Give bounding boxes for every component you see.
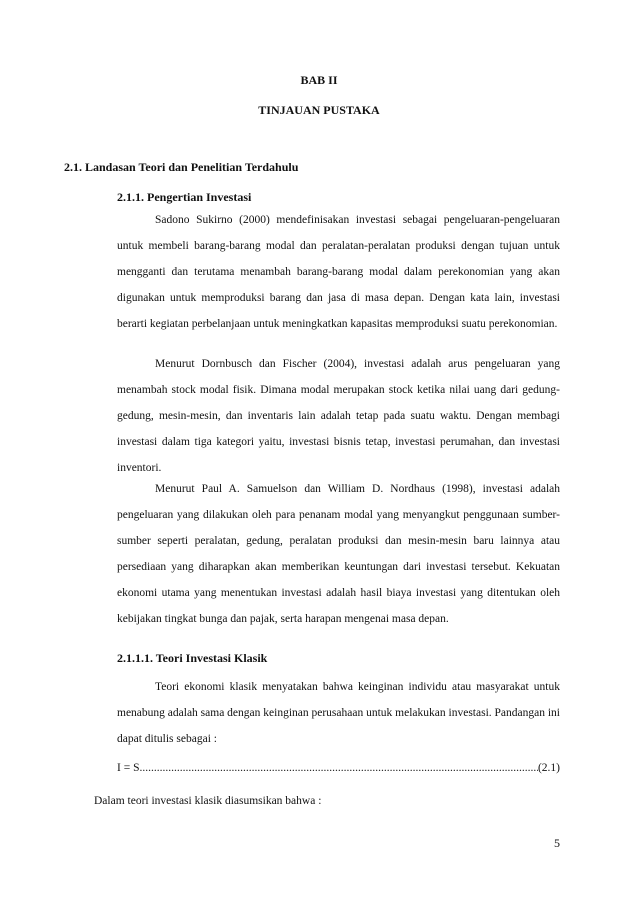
chapter-title: TINJAUAN PUSTAKA [258,103,380,117]
paragraph-sukirno: Sadono Sukirno (2000) mendefinisakan investasi sebagai pengeluaran-pengeluaran untuk membeli barang-barang modal dan peralatan-peralatan produksi dengan tujuan untuk mengganti dan terutama menambah barang-barang modal dalam perekonomian yang akan digunakan untuk memproduksi barang dan jasa di masa depan. Dengan kata lain, investasi berarti kegiatan perbelanjaan untuk meningkatkan kapasitas memproduksi suatu perekonomian. [117,214,560,330]
subsubsection-heading: 2.1.1.1. Teori Investasi Klasik [117,651,268,665]
paragraph-samuelson: Menurut Paul A. Samuelson dan William D. Nordhaus (1998), investasi adalah pengeluaran yang dilakukan oleh para penanam modal yang menyangkut penggunaan sumber-sumber seperti peralatan, gedung, peralatan produksi dan mesin-mesin baru lainnya atau persediaan yang diharapkan akan memberikan keuntungan dari investasi tersebut. Kekuatan ekonomi utama yang menentukan investasi adalah hasil biaya investasi yang ditentukan oleh kebijakan tingkat bunga dan pajak, serta harapan mengenai masa depan. [117,483,560,625]
subsection-heading: 2.1.1. Pengertian Investasi [117,190,252,204]
equation-number: (2.1) [537,762,560,774]
chapter-heading: BAB II [300,73,338,87]
page-number: 5 [554,836,560,850]
paragraph-dornbusch: Menurut Dornbusch dan Fischer (2004), investasi adalah arus pengeluaran yang menambah stock modal fisik. Dimana modal merupakan stock ketika nilai uang dari gedung-gedung, mesin-mesin, dan inventaris lain adalah tetap pada suatu waktu. Dengan membagi investasi dalam tiga kategori yaitu, investasi bisnis tetap, investasi perumahan, dan investasi inventori. [117,358,560,474]
equation-leader-dots [139,755,537,781]
section-heading: 2.1. Landasan Teori dan Penelitian Terdahulu [64,160,299,174]
equation-formula: I = S [117,762,140,774]
paragraph-klasik: Teori ekonomi klasik menyatakan bahwa keinginan individu atau masyarakat untuk menabung adalah sama dengan keinginan perusahaan untuk melakukan investasi. Pandangan ini dapat ditulis sebagai : [117,681,560,745]
closing-line: Dalam teori investasi klasik diasumsikan bahwa : [94,795,322,807]
equation-line [117,755,560,781]
